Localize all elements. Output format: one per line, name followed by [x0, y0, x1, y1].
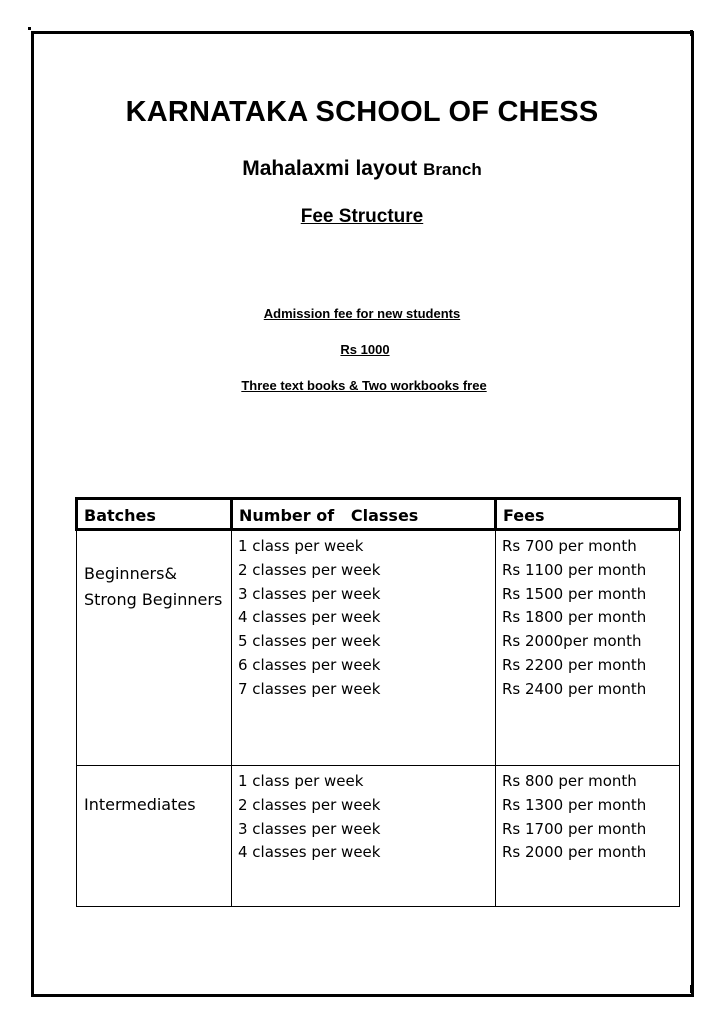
classes-item: 4 classes per week: [238, 608, 381, 627]
admission-fee-amount: Rs 1000: [340, 342, 390, 357]
fee-item: Rs 2000 per month: [502, 843, 647, 862]
header-fees: Fees: [496, 499, 680, 530]
fee-item: Rs 2200 per month: [502, 655, 647, 674]
fee-item: Rs 800 per month: [502, 772, 637, 790]
header-classes: Number of Classes: [232, 499, 496, 530]
border-mark: [690, 30, 693, 36]
classes-cell: [232, 530, 496, 766]
branch-name: Mahalaxmi layout: [242, 157, 418, 180]
fee-item: Rs 1100 per month: [502, 560, 647, 579]
admission-fee-label: Admission fee for new students: [263, 306, 461, 321]
books-note: Three text books & Two workbooks free: [241, 378, 487, 393]
batch-name: Intermediates: [77, 766, 232, 907]
classes-item: 2 classes per week: [238, 795, 381, 814]
classes-item: 2 classes per week: [238, 560, 381, 579]
fees-cell: [496, 530, 680, 766]
branch-suffix: Branch: [423, 160, 482, 179]
classes-item: 3 classes per week: [238, 584, 381, 603]
fees-cell: [496, 766, 680, 907]
classes-item: 3 classes per week: [238, 819, 381, 838]
table-row: [77, 766, 680, 907]
classes-cell: [232, 766, 496, 907]
fee-item: Rs 1500 per month: [502, 584, 647, 603]
fee-structure-heading: Fee Structure: [300, 206, 424, 227]
fee-item: Rs 2000per month: [502, 632, 642, 651]
branch-title: [0, 157, 724, 181]
classes-item: 4 classes per week: [238, 843, 381, 862]
header-batches: Batches: [77, 499, 232, 530]
classes-item: 1 class per week: [238, 772, 364, 790]
border-mark: [690, 985, 693, 993]
table-row: [77, 530, 680, 766]
classes-item: 5 classes per week: [238, 632, 381, 651]
fee-item: Rs 2400 per month: [502, 679, 647, 698]
fee-item: Rs 700 per month: [502, 537, 637, 555]
fee-table: [75, 497, 681, 907]
classes-item: 6 classes per week: [238, 655, 381, 674]
table-header-row: [77, 499, 680, 530]
border-mark: [28, 27, 31, 30]
fee-item: Rs 1300 per month: [502, 795, 647, 814]
batch-name: Beginners& Strong Beginners: [77, 530, 232, 766]
fee-item: Rs 1700 per month: [502, 819, 647, 838]
classes-item: 7 classes per week: [238, 679, 381, 698]
school-title: KARNATAKA SCHOOL OF CHESS: [125, 96, 599, 128]
fee-item: Rs 1800 per month: [502, 608, 647, 627]
classes-item: 1 class per week: [238, 537, 364, 555]
